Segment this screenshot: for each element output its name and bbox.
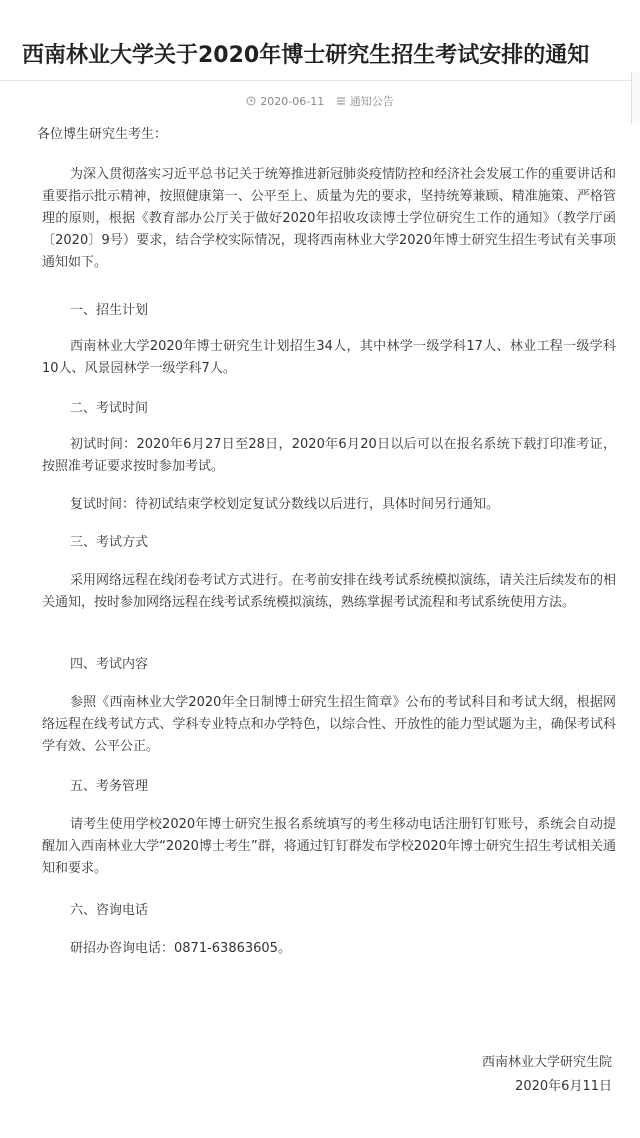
publish-date-text: 2020-06-11 (260, 94, 325, 108)
method-paragraph: 采用网络远程在线闭卷考试方式进行。在考前安排在线考试系统模拟演练，请关注后续发布的相关通知，按时参加网络远程在线考试系统模拟演练，熟练掌握考试流程和考试系统使用方法。 (42, 573, 617, 610)
list-icon (336, 96, 346, 106)
title-bar (0, 0, 640, 81)
section-heading-method: 三、考试方式 (70, 535, 149, 550)
intro-paragraph: 为深入贯彻落实习近平总书记关于统筹推进新冠肺炎疫情防控和经济社会发展工作的重要讲话和重要指示批示精神，按照健康第一、公平至上、质量为先的要求，坚持统筹兼顾、精准施策、严格管理的原则，根据《教育部办公厅关于做好2020年招收攻读博士学位研究生工作的通知》（教学厅函〔2020〕9号）要求，结合学校实际情况，现将西南林业大学2020年博士研究生招生考试有关事项通知如下。 (42, 167, 617, 270)
first-exam-paragraph: 初试时间：2020年6月27日至28日，2020年6月20日以后可以在报名系统下载打印准考证，按照准考证要求按时参加考试。 (42, 437, 616, 474)
category-link[interactable] (336, 93, 394, 109)
content-paragraph: 参照《西南林业大学2020年全日制博士研究生招生简章》公布的考试科目和考试大纲，根据网络远程在线考试方式、学科专业特点和办学特色，以综合性、开放性的能力型试题为主，确保考试科学有效、公平公正。 (42, 695, 616, 754)
page-title: 西南林业大学关于2020年博士研究生招生考试安排的通知 (22, 43, 590, 68)
category-text[interactable]: 通知公告 (349, 95, 394, 108)
contact-paragraph: 研招办咨询电话：0871-63863605。 (70, 941, 291, 956)
publish-date (246, 95, 324, 108)
section-heading-contact: 六、咨询电话 (70, 903, 149, 918)
signature-date: 2020年6月11日 (515, 1079, 612, 1094)
article-meta (0, 93, 640, 109)
salutation: 各位博生研究生考生： (37, 127, 168, 142)
section-heading-plan: 一、招生计划 (70, 303, 149, 318)
second-exam-paragraph: 复试时间：待初试结束学校划定复试分数线以后进行，具体时间另行通知。 (70, 497, 500, 512)
section-heading-management: 五、考务管理 (70, 779, 149, 794)
section-heading-time: 二、考试时间 (70, 401, 149, 416)
management-paragraph: 请考生使用学校2020年博士研究生报名系统填写的考生移动电话注册钉钉账号，系统会自动提醒加入西南林业大学“2020博士考生”群，将通过钉钉群发布学校2020年博士研究生招生考试相关通知和要求。 (42, 817, 616, 876)
clock-icon (246, 96, 256, 106)
signature-org: 西南林业大学研究生院 (481, 1055, 612, 1070)
plan-paragraph: 西南林业大学2020年博士研究生计划招生34人，其中林学一级学科17人、林业工程一级学科10人、风景园林学一级学科7人。 (42, 339, 616, 376)
section-heading-content: 四、考试内容 (70, 657, 149, 672)
